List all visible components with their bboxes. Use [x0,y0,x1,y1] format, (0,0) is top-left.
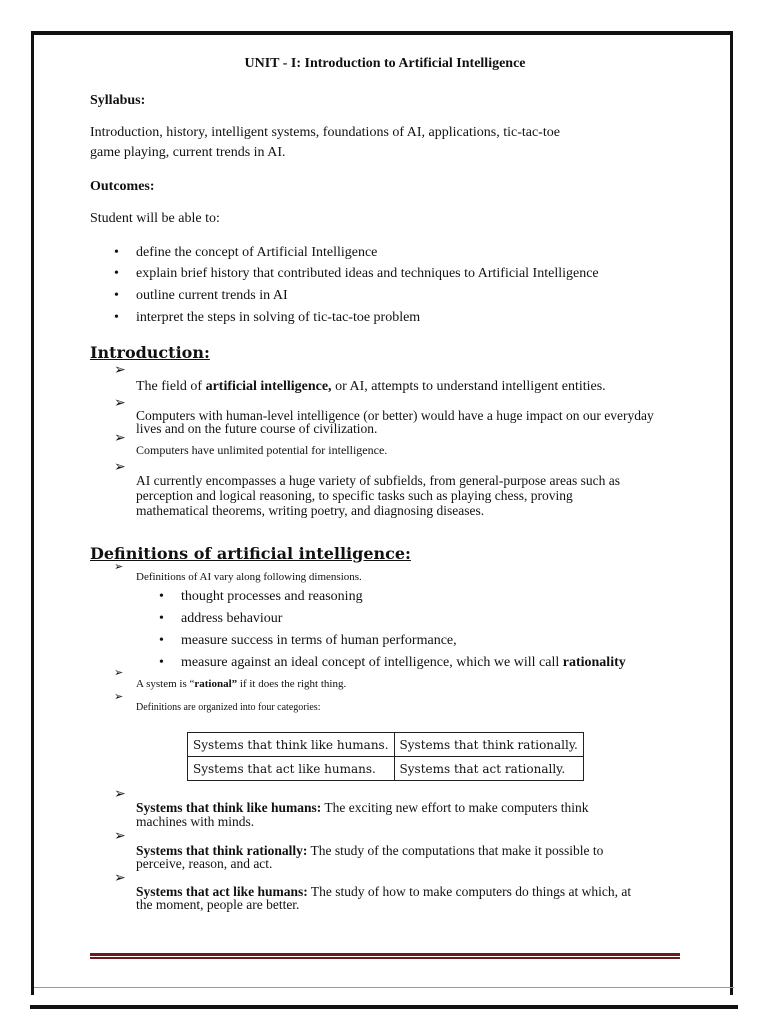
intro-paragraph-4-line-2: perception and logical reasoning, to specific tasks such as playing chess, proving [136,488,573,503]
intro-paragraph-3: Computers have unlimited potential for intelligence. [136,443,388,457]
introduction-heading: Introduction: [90,343,210,362]
think-rationally-line-1: Systems that think rationally: The study of the computations that make it possible to [136,843,604,858]
syllabus-line-1: Introduction, history, intelligent systems, foundations of AI, applications, tic-tac-toe [90,125,560,140]
think-humans-line-2: machines with minds. [136,814,255,829]
outcome-item: • outline current trends in AI [114,288,288,303]
table-cell: Systems that act rationally. [394,757,583,781]
outcomes-heading: Outcomes: [90,179,155,194]
page-title: UNIT - I: Introduction to Artificial Intelligence [244,56,526,71]
bottom-thin-rule [34,987,734,988]
definitions-intro: Definitions of AI vary along following dimensions. [136,571,362,583]
bullet-icon: • [159,655,164,670]
definitions-heading: Definitions of artificial intelligence: [90,544,411,563]
bullet-icon: • [114,245,119,260]
table-row [188,733,584,757]
arrow-bullet-icon: ➢ [114,691,124,703]
act-humans-line-2: the moment, people are better. [136,897,300,912]
intro-paragraph-4-line-1: AI currently encompasses a huge variety of subfields, from general-purpose areas such as [136,473,620,488]
bottom-rule [30,1005,738,1009]
table-cell: Systems that think rationally. [394,733,583,757]
bullet-icon: • [114,288,119,303]
dimension-item: • measure against an ideal concept of intelligence, which we will call rationality [159,655,626,670]
arrow-bullet-icon: ➢ [114,363,126,378]
footer-rule [90,953,680,959]
syllabus-line-2: game playing, current trends in AI. [90,145,286,160]
table-cell: Systems that think like humans. [188,733,395,757]
outcome-item: • interpret the steps in solving of tic-tac-toe problem [114,310,421,325]
syllabus-heading: Syllabus: [90,93,146,108]
rational-statement: A system is “rational” if it does the right thing. [136,678,347,690]
bullet-icon: • [114,310,119,325]
act-humans-line-1: Systems that act like humans: The study of how to make computers do things at which, at [136,884,632,899]
dimension-item: • address behaviour [159,611,283,626]
definitions-table [187,732,584,781]
bullet-icon: • [114,266,119,281]
arrow-bullet-icon: ➢ [114,460,126,475]
intro-paragraph-1: The field of artificial intelligence, or AI, attempts to understand intelligent entities. [136,379,606,394]
arrow-bullet-icon: ➢ [114,787,126,802]
bullet-icon: • [159,611,164,626]
outcomes-intro: Student will be able to: [90,211,220,226]
categories-intro: Definitions are organized into four categories: [136,702,321,713]
arrow-bullet-icon: ➢ [114,667,124,679]
bullet-icon: • [159,589,164,604]
intro-paragraph-2-line-2: lives and on the future course of civilization. [136,421,378,436]
arrow-bullet-icon: ➢ [114,561,124,573]
arrow-bullet-icon: ➢ [114,829,126,844]
table-cell: Systems that act like humans. [188,757,395,781]
dimension-item: • measure success in terms of human performance, [159,633,457,648]
table-row [188,757,584,781]
intro-paragraph-2-line-1: Computers with human-level intelligence (or better) would have a huge impact on our everyday [136,408,654,423]
think-rationally-line-2: perceive, reason, and act. [136,856,273,871]
arrow-bullet-icon: ➢ [114,431,126,446]
arrow-bullet-icon: ➢ [114,396,126,411]
bullet-icon: • [159,633,164,648]
think-humans-line-1: Systems that think like humans: The exciting new effort to make computers think [136,800,589,815]
arrow-bullet-icon: ➢ [114,871,126,886]
outcome-item: • define the concept of Artificial Intelligence [114,245,378,260]
outcome-item: • explain brief history that contributed ideas and techniques to Artificial Intelligence [114,266,599,281]
dimension-item: • thought processes and reasoning [159,589,363,604]
intro-paragraph-4-line-3: mathematical theorems, writing poetry, and diagnosing diseases. [136,503,485,518]
